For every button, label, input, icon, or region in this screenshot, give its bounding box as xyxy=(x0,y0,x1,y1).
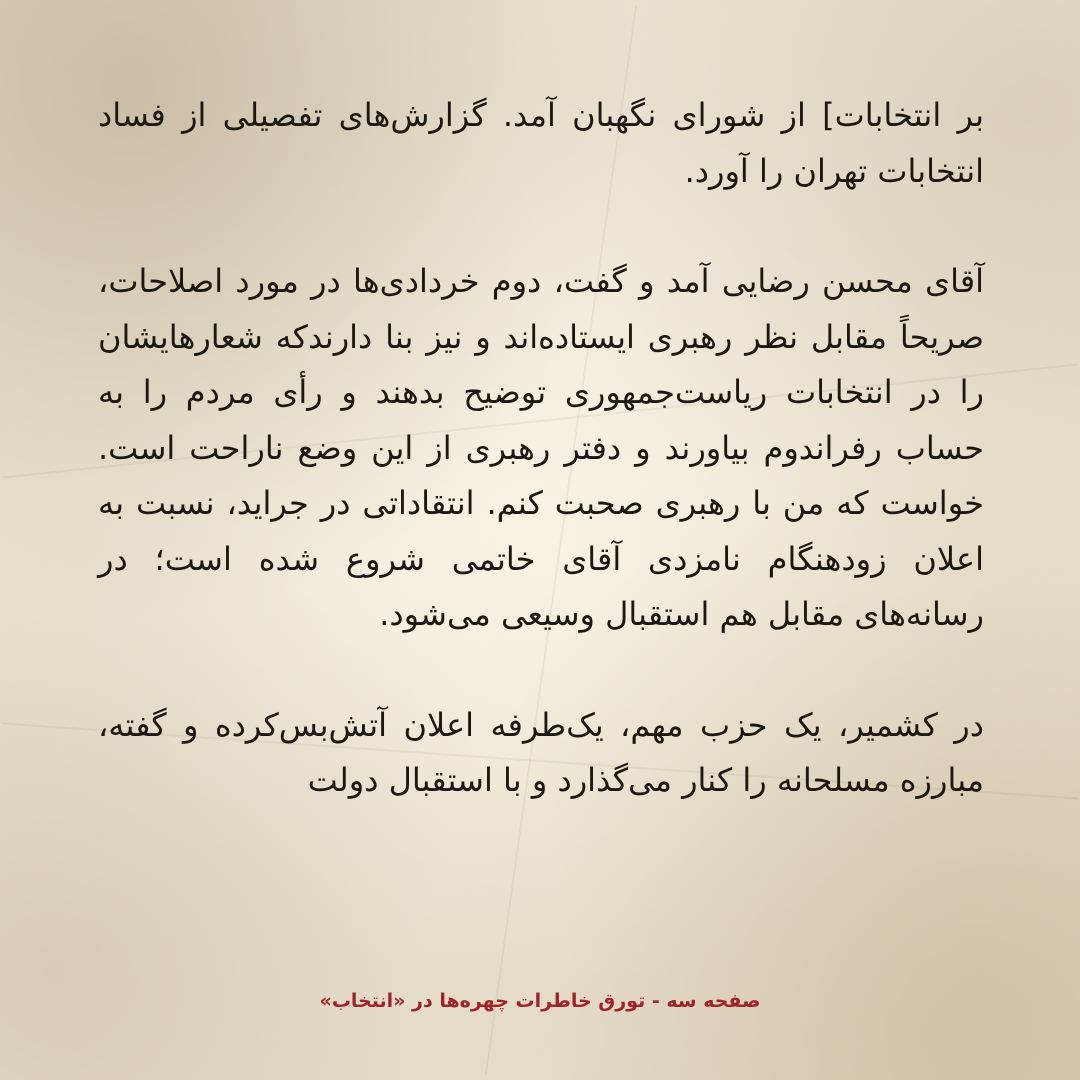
paragraph-1: بر انتخابات] از شورای نگهبان آمد. گزارش‌های تفصیلی از فساد انتخابات تهران را آورد. xyxy=(98,96,984,190)
page-footer-caption: صفحه سه - تورق خاطرات چهره‌ها در «انتخاب» xyxy=(319,990,761,1012)
document-body xyxy=(98,88,984,809)
paragraph-2: آقای محسن رضایی آمد و گفت، دوم خردادی‌ها در مورد اصلاحات، صریحاً مقابل نظر رهبری ایستاده‌اند و نیز بنا دارندکه شعارهایشان را در انتخابات ریاست‌جمهوری توضیح بدهند و رأی مردم را به حساب رفراندوم بیاورند و دفتر رهبری از این وضع ناراحت است. خواست که من با رهبری صحبت کنم. انتقاداتی در جراید، نسبت به اعلان زودهنگام نامزدی آقای خاتمی شروع شده است؛ در رسانه‌های مقابل هم استقبال وسیعی می‌شود. xyxy=(98,262,984,633)
paragraph-3: در کشمیر، یک حزب مهم، یک‌طرفه اعلان آتش‌بس‌کرده و گفته، مبارزه مسلحانه را کنار می‌گذارد و با استقبال دولت xyxy=(98,705,984,799)
paragraph-gap xyxy=(98,199,984,254)
paragraph-gap xyxy=(98,643,984,698)
